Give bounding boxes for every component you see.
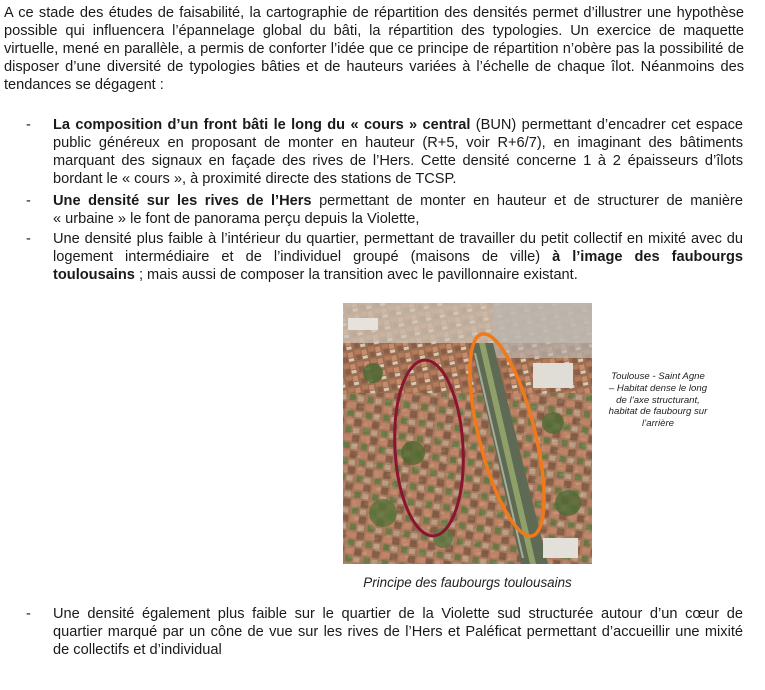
bullet-line: Une densité plus faible à l’intérieur du quartier, permettant de travailler du petit collectif en mixité avec du bbox=[53, 231, 743, 247]
bullet-line: bordant le « cours », à proximité directe des stations de TCSP. bbox=[53, 170, 457, 187]
bullet-text-run: ; mais aussi de composer la transition avec le pavillonnaire existant. bbox=[134, 266, 578, 283]
side-caption-line: l’arrière bbox=[642, 418, 674, 430]
bullet-line bbox=[53, 193, 743, 211]
bullet-line: de collectifs et d’individual bbox=[53, 641, 222, 658]
bullet-bold: toulousains bbox=[53, 266, 135, 283]
bullet-line bbox=[53, 117, 743, 135]
side-caption-line: habitat de faubourg sur bbox=[608, 406, 708, 418]
bullet-bold: La composition d’un front bâti le long du « cours » central bbox=[53, 117, 471, 133]
intro-line: virtuelle, mené en parallèle, a permis de conforter l’idée que ce principe de répartition n’obère pas la possibilité de bbox=[4, 40, 744, 57]
bullet-line: Une densité également plus faible sur le quartier de la Violette sud structurée autour d’un cœur de bbox=[53, 606, 743, 622]
figure-side-caption bbox=[596, 371, 720, 430]
figure-caption: Principe des faubourgs toulousains bbox=[363, 575, 572, 590]
bullet-text bbox=[53, 606, 743, 660]
bullet-dash: - bbox=[26, 193, 31, 209]
aerial-photo bbox=[343, 303, 592, 564]
bullet-text bbox=[53, 193, 743, 229]
intro-line: A ce stade des études de faisabilité, la cartographie de répartition des densités permet d’illustrer une hypothèse bbox=[4, 5, 744, 21]
bullet-line bbox=[53, 267, 743, 285]
bullet-dash: - bbox=[26, 231, 31, 247]
bullet-dash: - bbox=[26, 117, 31, 133]
intro-line: tendances se dégagent : bbox=[4, 76, 164, 93]
intro-line: disposer d’une diversité de typologies bâties et de hauteurs variées à l’échelle de chaque îlot. Néanmoins des bbox=[4, 58, 744, 75]
intro-paragraph bbox=[4, 5, 744, 95]
side-caption-line: Toulouse - Saint Agne bbox=[611, 371, 705, 382]
bullet-text-run: (BUN) permettant d’encadrer cet espace bbox=[470, 117, 743, 133]
bullet-bold: Une densité sur les rives de l’Hers bbox=[53, 193, 312, 209]
bullet-line: « urbaine » le font de panorama perçu depuis la Violette, bbox=[53, 210, 420, 227]
bullet-dash: - bbox=[26, 606, 31, 622]
side-caption-line: de l’axe structurant, bbox=[616, 394, 700, 406]
bullet-text bbox=[53, 117, 743, 189]
bullet-line: quartier marqué par un cône de vue sur les rives de l’Hers et Paléficat permettant d’accueillir une mixité bbox=[53, 623, 743, 640]
intro-line: possible qui influencera l’épannelage global du bâti, la répartition des typologies. Un exercice de maquette bbox=[4, 22, 744, 39]
bullet-line: marquant des signaux en façade des rives de l’Hers. Cette densité concerne 1 à 2 épaisseurs d’îlots bbox=[53, 152, 743, 169]
side-caption-line: – Habitat dense le long bbox=[608, 382, 708, 394]
bullet-text-run: permettant de monter en hauteur et de structurer de manière bbox=[311, 193, 743, 209]
bullet-bold: à l’image des faubourgs bbox=[552, 248, 743, 265]
bullet-line: public généreux en proposant de monter en hauteur (R+5, voir R+6/7), en imaginant des bâtiments bbox=[53, 134, 743, 151]
bullet-line bbox=[53, 249, 743, 267]
bullet-text bbox=[53, 231, 743, 285]
aerial-photo-illustration bbox=[343, 303, 592, 564]
bullet-text-run: logement intermédiaire et de l’individuel groupé (maisons de ville) bbox=[53, 248, 553, 265]
